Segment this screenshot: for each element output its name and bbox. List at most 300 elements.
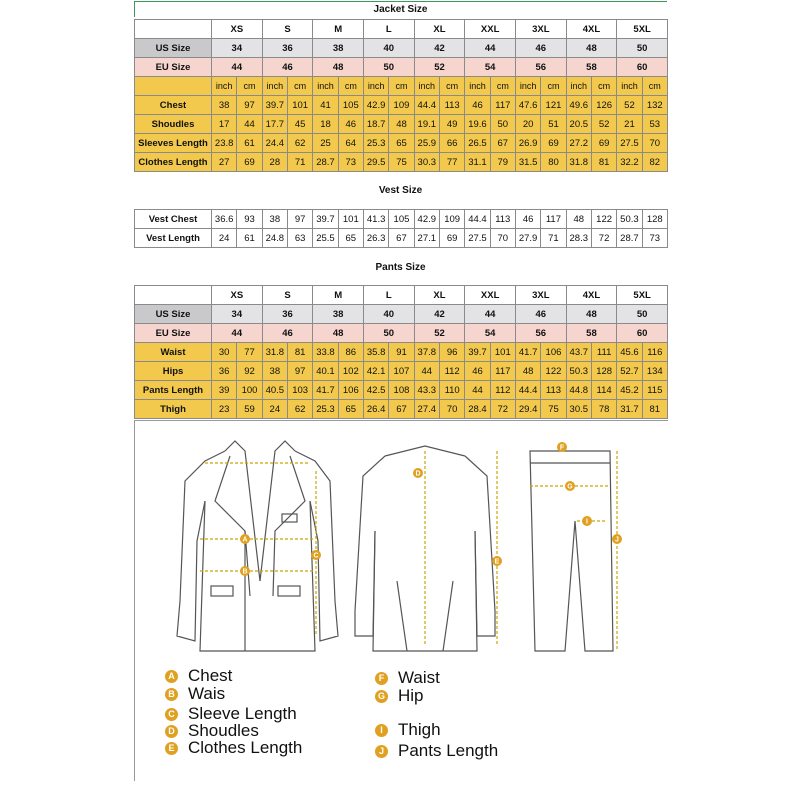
- eu-size-row: [135, 58, 668, 77]
- value-cell: 27.5: [617, 134, 642, 153]
- row-label: Clothes Length: [135, 153, 212, 172]
- value-cell: 116: [642, 343, 667, 362]
- value-cell: 29.4: [515, 400, 540, 419]
- value-cell: 114: [591, 381, 616, 400]
- value-cell: 18: [313, 115, 338, 134]
- value-cell: 27.5: [465, 229, 490, 248]
- value-cell: 25.5: [313, 229, 338, 248]
- value-cell: 67: [389, 400, 414, 419]
- unit-cm: cm: [389, 77, 414, 96]
- value-cell: 69: [591, 134, 616, 153]
- value-cell: 28.4: [465, 400, 490, 419]
- size-cell: 44: [212, 58, 263, 77]
- vest-size-table: [134, 209, 668, 248]
- value-cell: 42.9: [363, 96, 388, 115]
- top-accent-line: [134, 1, 667, 2]
- vest-title: Vest Size: [378, 185, 423, 196]
- size-cell: 44: [212, 324, 263, 343]
- value-cell: 109: [439, 210, 464, 229]
- value-cell: 31.8: [566, 153, 591, 172]
- size-header-row: [135, 286, 668, 305]
- value-cell: 26.4: [363, 400, 388, 419]
- value-cell: 23.8: [212, 134, 237, 153]
- size-header-row: [135, 20, 668, 39]
- unit-inch: inch: [363, 77, 388, 96]
- size-cell: 34: [212, 305, 263, 324]
- size-cell: 42: [414, 305, 465, 324]
- value-cell: 109: [389, 96, 414, 115]
- value-cell: 128: [591, 362, 616, 381]
- value-cell: 38: [212, 96, 237, 115]
- value-cell: 122: [591, 210, 616, 229]
- value-cell: 18.7: [363, 115, 388, 134]
- size-cell: 36: [262, 39, 313, 58]
- value-cell: 73: [642, 229, 667, 248]
- badge-b-icon: B: [165, 688, 178, 701]
- value-cell: 106: [338, 381, 363, 400]
- value-cell: 102: [338, 362, 363, 381]
- unit-inch: inch: [566, 77, 591, 96]
- size-header: XS: [212, 20, 263, 39]
- marker-f: F: [559, 444, 565, 452]
- size-header: 3XL: [515, 286, 566, 305]
- jacket-title: Jacket Size: [373, 4, 428, 15]
- size-cell: 58: [566, 58, 617, 77]
- table-row: [135, 400, 668, 419]
- row-label: Thigh: [135, 400, 212, 419]
- value-cell: 44.4: [414, 96, 439, 115]
- marker-c: C: [313, 552, 319, 560]
- value-cell: 97: [287, 362, 312, 381]
- value-cell: 77: [237, 343, 262, 362]
- row-label: Shoudles: [135, 115, 212, 134]
- value-cell: 24: [262, 400, 287, 419]
- legend-item-f: F Waist: [375, 668, 440, 688]
- value-cell: 40.5: [262, 381, 287, 400]
- unit-cm: cm: [338, 77, 363, 96]
- value-cell: 38: [262, 210, 287, 229]
- back-measure-lines: [425, 451, 497, 646]
- row-label: US Size: [135, 39, 212, 58]
- unit-inch: inch: [515, 77, 540, 96]
- value-cell: 46: [465, 96, 490, 115]
- value-cell: 31.7: [617, 400, 642, 419]
- jacket-drawing: [177, 441, 338, 651]
- table-row: [135, 96, 668, 115]
- value-cell: 39.7: [262, 96, 287, 115]
- value-cell: 92: [237, 362, 262, 381]
- value-cell: 80: [541, 153, 566, 172]
- value-cell: 20.5: [566, 115, 591, 134]
- size-cell: 48: [313, 324, 364, 343]
- value-cell: 27.4: [414, 400, 439, 419]
- value-cell: 39.7: [465, 343, 490, 362]
- unit-row: [135, 77, 668, 96]
- value-cell: 41.7: [515, 343, 540, 362]
- value-cell: 24.4: [262, 134, 287, 153]
- pants-size-table: [134, 285, 668, 419]
- unit-inch: inch: [465, 77, 490, 96]
- value-cell: 52: [617, 96, 642, 115]
- size-cell: 50: [617, 305, 668, 324]
- value-cell: 108: [389, 381, 414, 400]
- value-cell: 71: [541, 229, 566, 248]
- value-cell: 44.4: [465, 210, 490, 229]
- badge-c-icon: C: [165, 708, 178, 721]
- value-cell: 31.8: [262, 343, 287, 362]
- size-cell: 50: [363, 58, 414, 77]
- value-cell: 78: [591, 400, 616, 419]
- value-cell: 40.1: [313, 362, 338, 381]
- legend-item-c: C Sleeve Length: [165, 704, 297, 724]
- row-label: Waist: [135, 343, 212, 362]
- value-cell: 51: [541, 115, 566, 134]
- value-cell: 62: [287, 134, 312, 153]
- size-header: S: [262, 20, 313, 39]
- value-cell: 72: [591, 229, 616, 248]
- value-cell: 61: [237, 229, 262, 248]
- badge-f-icon: F: [375, 672, 388, 685]
- us-size-row: [135, 305, 668, 324]
- value-cell: 25.3: [313, 400, 338, 419]
- table-row: [135, 134, 668, 153]
- marker-a: A: [242, 536, 248, 544]
- value-cell: 50.3: [617, 210, 642, 229]
- value-cell: 72: [490, 400, 515, 419]
- value-cell: 31.1: [465, 153, 490, 172]
- value-cell: 21: [617, 115, 642, 134]
- value-cell: 110: [439, 381, 464, 400]
- unit-inch: inch: [414, 77, 439, 96]
- size-cell: 46: [262, 324, 313, 343]
- value-cell: 134: [642, 362, 667, 381]
- size-cell: 48: [566, 39, 617, 58]
- size-cell: 50: [617, 39, 668, 58]
- unit-inch: inch: [313, 77, 338, 96]
- row-label: Hips: [135, 362, 212, 381]
- jacket-measure-lines: [200, 463, 319, 636]
- value-cell: 113: [439, 96, 464, 115]
- size-cell: 56: [515, 58, 566, 77]
- value-cell: 44: [465, 381, 490, 400]
- value-cell: 117: [490, 96, 515, 115]
- size-header: XXL: [465, 286, 516, 305]
- size-cell: 42: [414, 39, 465, 58]
- value-cell: 122: [541, 362, 566, 381]
- value-cell: 69: [237, 153, 262, 172]
- value-cell: 113: [541, 381, 566, 400]
- value-cell: 52: [591, 115, 616, 134]
- size-cell: 54: [465, 58, 516, 77]
- size-header: 5XL: [617, 286, 668, 305]
- pants-title: Pants Size: [375, 262, 426, 273]
- value-cell: 97: [287, 210, 312, 229]
- row-label: Vest Chest: [135, 210, 212, 229]
- value-cell: 61: [237, 134, 262, 153]
- value-cell: 62: [287, 400, 312, 419]
- value-cell: 65: [338, 400, 363, 419]
- row-label: Vest Length: [135, 229, 212, 248]
- value-cell: 81: [642, 400, 667, 419]
- value-cell: 47.6: [515, 96, 540, 115]
- value-cell: 65: [389, 134, 414, 153]
- size-cell: 44: [465, 39, 516, 58]
- size-cell: 46: [262, 58, 313, 77]
- size-cell: 40: [363, 39, 414, 58]
- value-cell: 27: [212, 153, 237, 172]
- size-header: XL: [414, 20, 465, 39]
- value-cell: 33.8: [313, 343, 338, 362]
- size-cell: 44: [465, 305, 516, 324]
- value-cell: 132: [642, 96, 667, 115]
- value-cell: 106: [541, 343, 566, 362]
- size-header: S: [262, 286, 313, 305]
- table-row: [135, 362, 668, 381]
- row-label: Sleeves Length: [135, 134, 212, 153]
- value-cell: 46: [515, 210, 540, 229]
- value-cell: 37.8: [414, 343, 439, 362]
- value-cell: 113: [490, 210, 515, 229]
- unit-cm: cm: [287, 77, 312, 96]
- value-cell: 26.5: [465, 134, 490, 153]
- value-cell: 101: [338, 210, 363, 229]
- jacket-size-table: [134, 19, 668, 172]
- value-cell: 105: [389, 210, 414, 229]
- value-cell: 126: [591, 96, 616, 115]
- unit-cm: cm: [591, 77, 616, 96]
- value-cell: 70: [490, 229, 515, 248]
- measurement-legend: [165, 666, 665, 776]
- size-header: M: [313, 20, 364, 39]
- eu-size-row: [135, 324, 668, 343]
- value-cell: 79: [490, 153, 515, 172]
- value-cell: 59: [237, 400, 262, 419]
- value-cell: 19.6: [465, 115, 490, 134]
- size-cell: 46: [515, 305, 566, 324]
- value-cell: 103: [287, 381, 312, 400]
- value-cell: 48: [566, 210, 591, 229]
- size-cell: 36: [262, 305, 313, 324]
- value-cell: 39: [212, 381, 237, 400]
- size-cell: 50: [363, 324, 414, 343]
- us-size-row: [135, 39, 668, 58]
- value-cell: 28: [262, 153, 287, 172]
- value-cell: 50.3: [566, 362, 591, 381]
- value-cell: 101: [287, 96, 312, 115]
- value-cell: 30: [212, 343, 237, 362]
- value-cell: 31.5: [515, 153, 540, 172]
- size-cell: 60: [617, 324, 668, 343]
- value-cell: 121: [541, 96, 566, 115]
- value-cell: 66: [439, 134, 464, 153]
- marker-g: G: [567, 483, 573, 491]
- value-cell: 112: [490, 381, 515, 400]
- size-header: L: [363, 286, 414, 305]
- value-cell: 27.2: [566, 134, 591, 153]
- value-cell: 81: [591, 153, 616, 172]
- size-cell: 58: [566, 324, 617, 343]
- value-cell: 69: [541, 134, 566, 153]
- value-cell: 28.3: [566, 229, 591, 248]
- value-cell: 82: [642, 153, 667, 172]
- value-cell: 44.8: [566, 381, 591, 400]
- value-cell: 107: [389, 362, 414, 381]
- size-cell: 40: [363, 305, 414, 324]
- value-cell: 30.5: [566, 400, 591, 419]
- unit-cm: cm: [541, 77, 566, 96]
- value-cell: 117: [541, 210, 566, 229]
- value-cell: 86: [338, 343, 363, 362]
- value-cell: 52.7: [617, 362, 642, 381]
- value-cell: 96: [439, 343, 464, 362]
- measurement-diagram: [134, 420, 668, 781]
- table-row: [135, 381, 668, 400]
- size-cell: 46: [515, 39, 566, 58]
- size-header: L: [363, 20, 414, 39]
- value-cell: 46: [465, 362, 490, 381]
- value-cell: 48: [389, 115, 414, 134]
- unit-cm: cm: [642, 77, 667, 96]
- row-label: US Size: [135, 305, 212, 324]
- value-cell: 93: [237, 210, 262, 229]
- size-cell: 52: [414, 58, 465, 77]
- row-label: EU Size: [135, 324, 212, 343]
- unit-inch: inch: [262, 77, 287, 96]
- unit-cm: cm: [490, 77, 515, 96]
- size-cell: 38: [313, 39, 364, 58]
- value-cell: 44: [414, 362, 439, 381]
- value-cell: 32.2: [617, 153, 642, 172]
- size-cell: 48: [566, 305, 617, 324]
- size-header: 3XL: [515, 20, 566, 39]
- marker-e: E: [494, 558, 500, 566]
- unit-cm: cm: [439, 77, 464, 96]
- unit-inch: inch: [212, 77, 237, 96]
- unit-inch: inch: [617, 77, 642, 96]
- value-cell: 73: [338, 153, 363, 172]
- value-cell: 70: [439, 400, 464, 419]
- table-row: [135, 153, 668, 172]
- size-cell: 48: [313, 58, 364, 77]
- value-cell: 75: [389, 153, 414, 172]
- legend-item-g: G Hip: [375, 686, 424, 706]
- value-cell: 41.7: [313, 381, 338, 400]
- legend-item-d: D Shoudles: [165, 721, 259, 741]
- pants-measure-lines: [530, 451, 617, 651]
- badge-a-icon: A: [165, 670, 178, 683]
- pants-drawing: [530, 451, 613, 651]
- value-cell: 105: [338, 96, 363, 115]
- value-cell: 38: [262, 362, 287, 381]
- table-row: [135, 115, 668, 134]
- value-cell: 67: [490, 134, 515, 153]
- value-cell: 65: [338, 229, 363, 248]
- marker-b: B: [242, 568, 248, 576]
- value-cell: 49.6: [566, 96, 591, 115]
- value-cell: 44: [237, 115, 262, 134]
- table-row: [135, 343, 668, 362]
- row-label: Pants Length: [135, 381, 212, 400]
- value-cell: 19.1: [414, 115, 439, 134]
- value-cell: 25.3: [363, 134, 388, 153]
- size-cell: 60: [617, 58, 668, 77]
- value-cell: 97: [237, 96, 262, 115]
- size-cell: 56: [515, 324, 566, 343]
- value-cell: 26.9: [515, 134, 540, 153]
- value-cell: 41.3: [363, 210, 388, 229]
- badge-g-icon: G: [375, 690, 388, 703]
- value-cell: 81: [287, 343, 312, 362]
- value-cell: 36: [212, 362, 237, 381]
- unit-cm: cm: [237, 77, 262, 96]
- value-cell: 111: [591, 343, 616, 362]
- marker-i: I: [586, 518, 588, 526]
- value-cell: 44.4: [515, 381, 540, 400]
- value-cell: 29.5: [363, 153, 388, 172]
- value-cell: 42.9: [414, 210, 439, 229]
- legend-item-e: E Clothes Length: [165, 738, 302, 758]
- value-cell: 27.1: [414, 229, 439, 248]
- row-label: Chest: [135, 96, 212, 115]
- value-cell: 28.7: [313, 153, 338, 172]
- value-cell: 100: [237, 381, 262, 400]
- size-header: 4XL: [566, 286, 617, 305]
- value-cell: 35.8: [363, 343, 388, 362]
- size-header: M: [313, 286, 364, 305]
- badge-j-icon: J: [375, 745, 388, 758]
- legend-item-a: A Chest: [165, 666, 232, 686]
- size-cell: 34: [212, 39, 263, 58]
- value-cell: 25.9: [414, 134, 439, 153]
- value-cell: 23: [212, 400, 237, 419]
- row-label: EU Size: [135, 58, 212, 77]
- value-cell: 43.7: [566, 343, 591, 362]
- blank-cell: [135, 286, 212, 305]
- value-cell: 49: [439, 115, 464, 134]
- value-cell: 41: [313, 96, 338, 115]
- value-cell: 28.7: [617, 229, 642, 248]
- value-cell: 27.9: [515, 229, 540, 248]
- size-cell: 38: [313, 305, 364, 324]
- legend-item-b: B Wais: [165, 684, 225, 704]
- value-cell: 42.1: [363, 362, 388, 381]
- value-cell: 101: [490, 343, 515, 362]
- value-cell: 45: [287, 115, 312, 134]
- value-cell: 67: [389, 229, 414, 248]
- value-cell: 128: [642, 210, 667, 229]
- legend-item-i: I Thigh: [375, 720, 441, 740]
- size-cell: 52: [414, 324, 465, 343]
- value-cell: 70: [642, 134, 667, 153]
- value-cell: 17.7: [262, 115, 287, 134]
- legend-item-j: J Pants Length: [375, 741, 498, 761]
- value-cell: 24: [212, 229, 237, 248]
- value-cell: 42.5: [363, 381, 388, 400]
- value-cell: 64: [338, 134, 363, 153]
- table-row: [135, 210, 668, 229]
- value-cell: 48: [515, 362, 540, 381]
- value-cell: 46: [338, 115, 363, 134]
- value-cell: 117: [490, 362, 515, 381]
- size-header: 4XL: [566, 20, 617, 39]
- value-cell: 69: [439, 229, 464, 248]
- value-cell: 112: [439, 362, 464, 381]
- value-cell: 71: [287, 153, 312, 172]
- value-cell: 30.3: [414, 153, 439, 172]
- badge-e-icon: E: [165, 742, 178, 755]
- value-cell: 91: [389, 343, 414, 362]
- value-cell: 17: [212, 115, 237, 134]
